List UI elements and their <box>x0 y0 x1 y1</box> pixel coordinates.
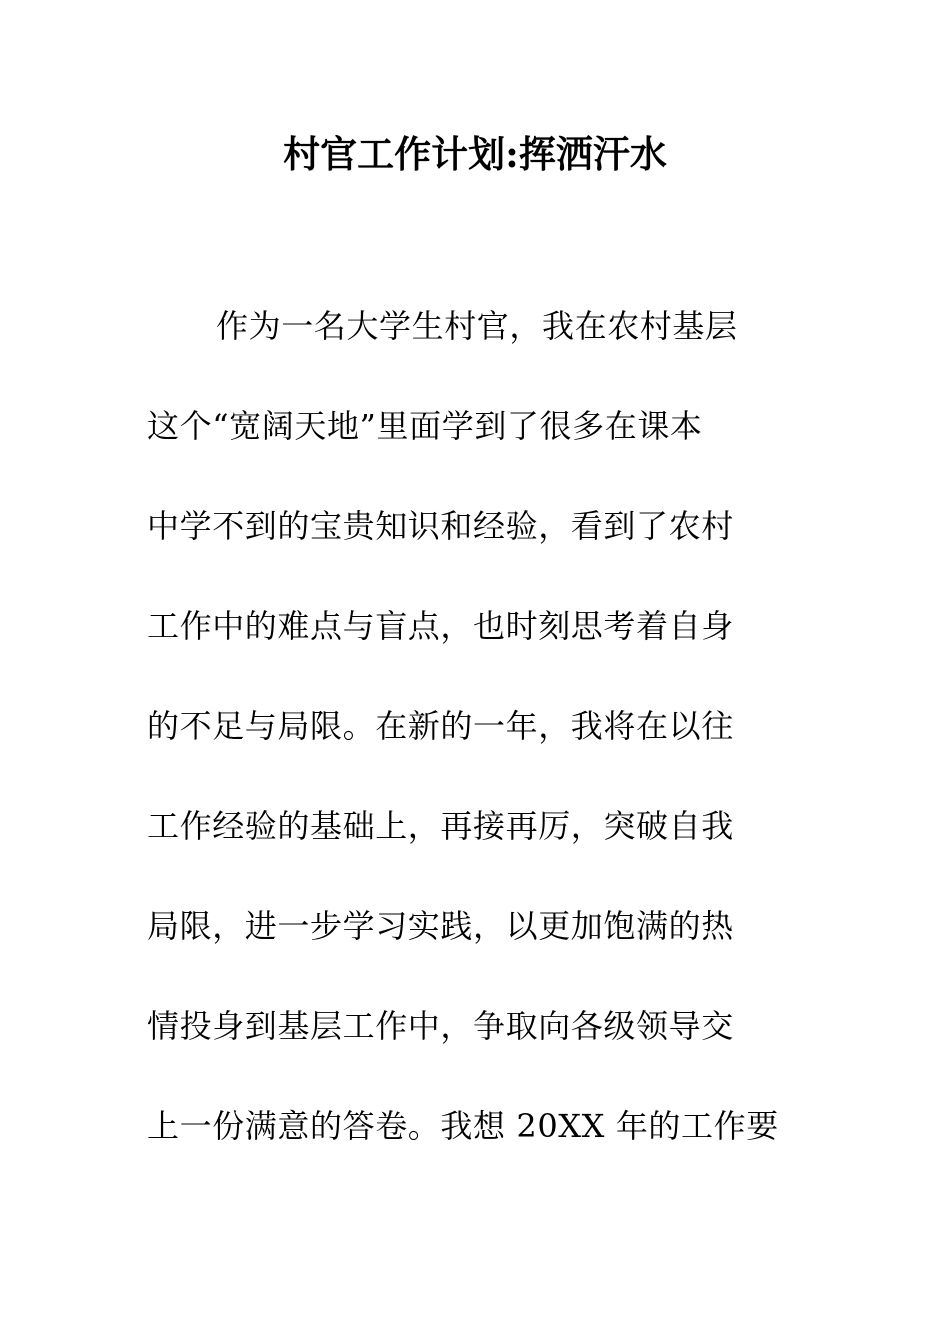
paragraph-line: 中学不到的宝贵知识和经验，看到了农村 <box>147 507 734 545</box>
paragraph-line: 作为一名大学生村官，我在农村基层 <box>216 307 738 345</box>
paragraph-line: 工作经验的基础上，再接再厉，突破自我 <box>147 807 734 845</box>
paragraph-line: 这个“宽阔天地”里面学到了很多在课本 <box>147 407 703 445</box>
document-title: 村官工作计划:挥洒汗水 <box>283 132 667 176</box>
paragraph-line: 的不足与局限。在新的一年，我将在以往 <box>147 707 734 745</box>
paragraph-line: 工作中的难点与盲点，也时刻思考着自身 <box>147 607 734 645</box>
paragraph-line: 情投身到基层工作中，争取向各级领导交 <box>147 1007 734 1045</box>
paragraph-line: 局限，进一步学习实践，以更加饱满的热 <box>147 907 734 945</box>
paragraph-line: 上一份满意的答卷。我想 20XX 年的工作要 <box>147 1107 779 1145</box>
